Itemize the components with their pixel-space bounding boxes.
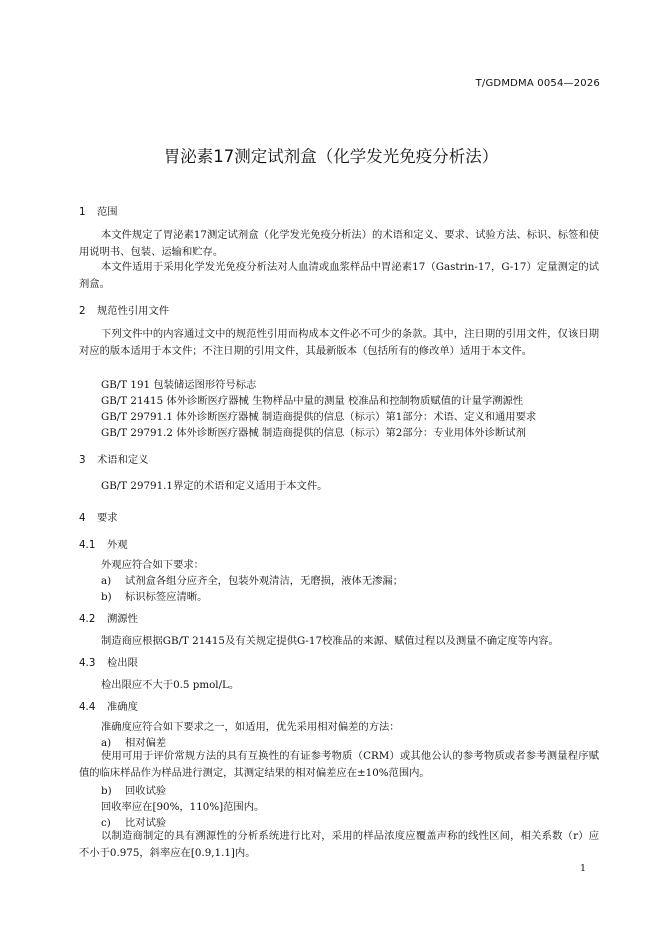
list-item [101,814,166,829]
subsection-4-4-intro: 准确度应符合如下要求之一，如适用，优先采用相对偏差的方法： [101,721,400,733]
list-item [101,782,166,797]
subsection-4-2-heading [79,610,138,625]
section-number: 2 [79,305,86,317]
section-2-para-1: 下列文件中的内容通过文中的规范性引用而构成本文件必不可少的条款。其中，注日期的引用文件，仅该日期对应的版本适用于本文件；不注日期的引用文件，其最新版本（包括所有的修改单）适用于本文件。 [79,328,599,357]
subsection-title: 溯源性 [107,613,138,625]
list-item-text: 使用可用于评价常规方法的具有互换性的有证参考物质（CRM）或其他公认的参考物质或者参考测量程序赋值的临床样品作为样品进行测定，其测定结果的相对偏差应在±10%范围内。 [79,750,599,779]
document-id: T/GDMDMA 0054—2026 [475,78,600,89]
section-3-heading [79,451,148,466]
reference-item: GB/T 29791.1 体外诊断医疗器械 制造商提供的信息（标示）第1部分：术语、定义和通用要求 [101,411,537,423]
list-item [101,588,207,603]
subsection-title: 外观 [107,539,128,551]
list-item [101,734,166,749]
subsection-title: 检出限 [107,657,138,669]
subsection-number: 4.2 [79,613,96,625]
subsection-number: 4.4 [79,701,96,713]
list-item-title: 比对试验 [125,817,167,829]
section-title: 术语和定义 [97,454,149,466]
section-1-para-2: 本文件适用于采用化学发光免疫分析法对人血清或血浆样品中胃泌素17（Gastrin-17，G-17）定量测定的试剂盒。 [79,261,599,290]
list-item-text: 试剂盒各组分应齐全，包装外观清洁，无磨损，液体无渗漏； [125,575,404,587]
section-title: 要求 [97,512,118,524]
subsection-number: 4.1 [79,539,96,551]
list-item-text: 回收率应在[90%，110%]范围内。 [101,801,265,813]
list-item-label: a) [101,575,112,587]
section-1-heading [79,203,118,218]
subsection-4-3-heading [79,654,138,669]
section-number: 3 [79,454,86,466]
list-item-label: c) [101,817,111,829]
subsection-4-1-heading [79,536,128,551]
section-number: 1 [79,206,86,218]
subsection-4-3-text: 检出限应不大于0.5 pmol/L。 [101,679,240,691]
subsection-4-2-text: 制造商应根据GB/T 21415及有关规定提供G-17校准品的来源、赋值过程以及测量不确定度等内容。 [101,635,559,647]
subsection-4-1-intro: 外观应符合如下要求： [101,559,204,571]
reference-item: GB/T 21415 体外诊断医疗器械 生物样品中量的测量 校准品和控制物质赋值的计量学溯源性 [101,395,524,407]
list-item-label: b) [101,785,112,797]
list-item-label: b) [101,591,112,603]
list-item-label: a) [101,737,112,749]
section-title: 范围 [97,206,118,218]
section-4-heading [79,509,118,524]
subsection-4-4-heading [79,698,138,713]
subsection-title: 准确度 [107,701,138,713]
list-item-text: 以制造商制定的具有溯源性的分析系统进行比对，采用的样品浓度应覆盖声称的线性区间，相关系数（r）应不小于0.975，斜率应在[0.9,1.1]内。 [79,830,599,859]
page-number: 1 [579,863,586,874]
list-item [101,572,403,587]
reference-item: GB/T 29791.2 体外诊断医疗器械 制造商提供的信息（标示）第2部分：专业用体外诊断试剂 [101,427,526,439]
section-title: 规范性引用文件 [97,305,170,317]
list-item-title: 回收试验 [125,785,167,797]
section-2-heading [79,302,169,317]
section-number: 4 [79,512,86,524]
section-3-para-1: GB/T 29791.1界定的术语和定义适用于本文件。 [101,480,328,492]
list-item-title: 相对偏差 [125,737,167,749]
reference-item: GB/T 191 包装储运图形符号标志 [101,379,257,391]
subsection-number: 4.3 [79,657,96,669]
section-1-para-1: 本文件规定了胃泌素17测定试剂盒（化学发光免疫分析法）的术语和定义、要求、试验方法、标识、标签和使用说明书、包装、运输和贮存。 [79,229,599,258]
page-title: 胃泌素17测定试剂盒（化学发光免疫分析法） [163,147,499,166]
list-item-text: 标识标签应清晰。 [125,591,208,603]
